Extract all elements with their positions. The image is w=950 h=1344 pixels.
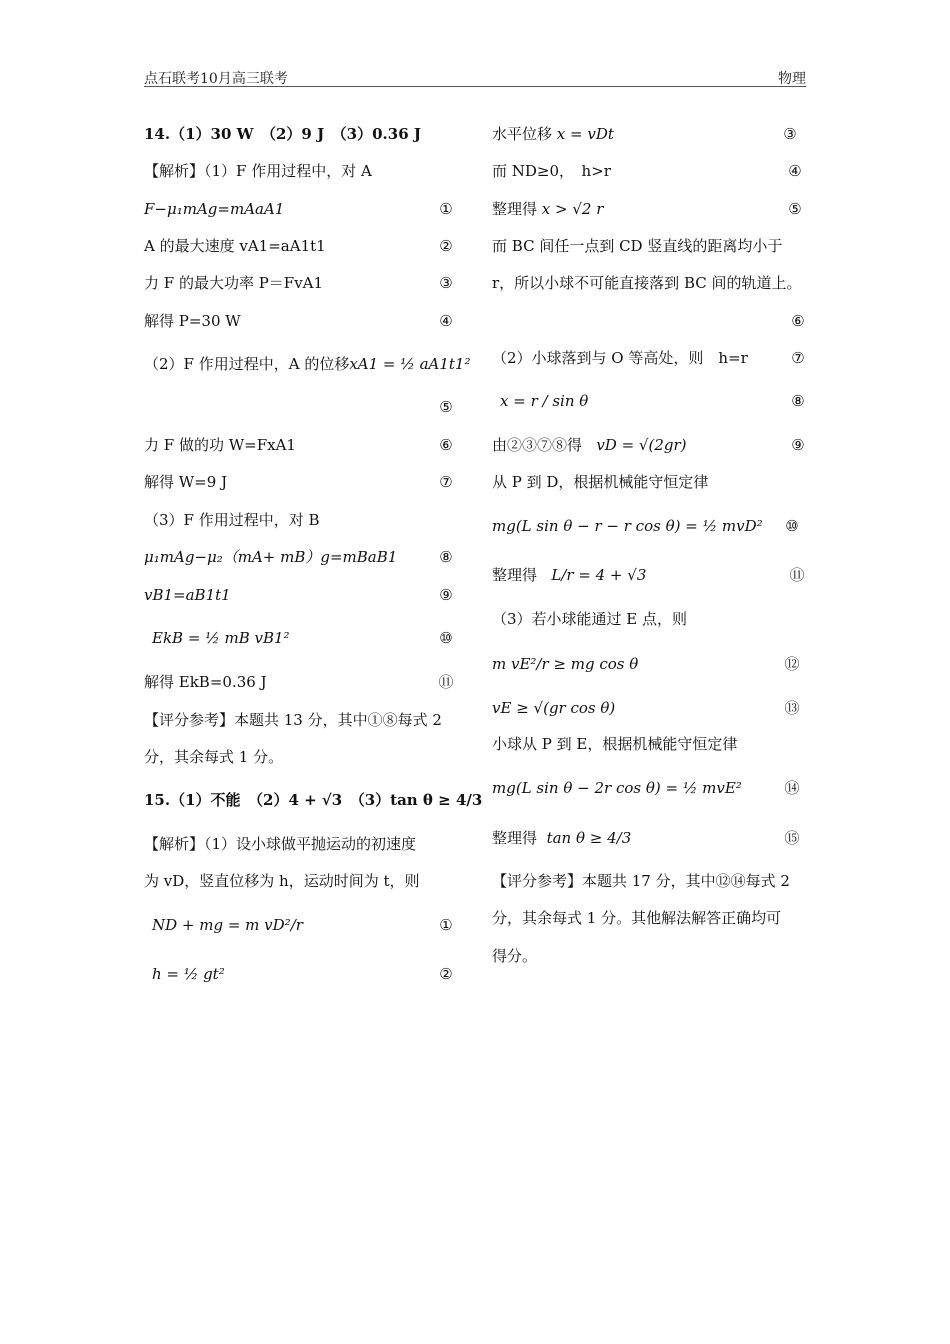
q15-r3-math: x > √2 r: [541, 200, 604, 218]
q14-score-a: 【评分参考】本题共 13 分，其中①⑧每式 2: [144, 711, 442, 729]
eq-number: ⑦: [791, 349, 805, 367]
q14-eq5: [144, 354, 470, 374]
eq-number: ②: [439, 237, 453, 255]
eq-number: ④: [439, 312, 453, 330]
eq-number: ①: [439, 200, 453, 218]
eq-number: ⑥: [791, 312, 805, 330]
q15-r7-math: vD = √(2gr): [596, 436, 687, 454]
q15-r7-text: 由②③⑦⑧得: [492, 436, 583, 454]
eq-number: ⑨: [791, 436, 805, 454]
eq-number: ⑩: [439, 629, 453, 647]
q15-r10-math: L/r = 4 + √3: [551, 566, 647, 584]
q15-r3: [492, 199, 603, 219]
q15-title: 15.（1）不能 （2）4 + √3 （3）tan θ ≥ 4/3: [144, 791, 483, 809]
eq-number: ⑦: [439, 473, 453, 491]
header-left: 点石联考10月高三联考: [144, 71, 288, 87]
q15-r1-math: x = vDt: [556, 125, 614, 143]
eq-number: ⑥: [439, 436, 453, 454]
q15-r3-text: 整理得: [492, 200, 538, 218]
q15-analysis-a: 【解析】（1）设小球做平抛运动的初速度: [144, 835, 417, 853]
q15-r15: mg(L sin θ − 2r cos θ) = ½ mvE²: [492, 779, 742, 797]
q15-r4a: 而 BC 间任一点到 CD 竖直线的距离均小于: [492, 237, 783, 255]
q15-r8: 从 P 到 D，根据机械能守恒定律: [492, 473, 709, 491]
eq-number: ⑤: [439, 398, 453, 416]
q14-eq9: vB1=aB1t1: [144, 586, 231, 604]
eq-number: ⑬: [784, 699, 800, 717]
q15-r9: mg(L sin θ − r − r cos θ) = ½ mvD²: [492, 517, 763, 535]
q14-eq8: μ₁mAg−μ₂（mA+ mB）g=mBaB1: [144, 548, 398, 566]
q14-eq11: 解得 EkB=0.36 J: [144, 673, 267, 691]
eq-number: ②: [439, 965, 453, 983]
q15-r4b: r，所以小球不可能直接落到 BC 间的轨道上。: [492, 274, 802, 292]
q15-r12: m vE²/r ≥ mg cos θ: [492, 655, 639, 673]
q14-score-b: 分，其余每式 1 分。: [144, 748, 284, 766]
q15-r10: [492, 565, 646, 585]
eq-number: ⑪: [789, 566, 805, 584]
q15-analysis-b: 为 vD，竖直位移为 h，运动时间为 t，则: [144, 872, 420, 890]
eq-number: ③: [783, 125, 797, 143]
q15-r11: （3）若小球能通过 E 点，则: [492, 610, 688, 628]
q14-eq6: 力 F 做的功 W=FxA1: [144, 436, 296, 454]
q15-r16-text: 整理得: [492, 829, 538, 847]
q14-eq5-math: xA1 = ½ aA1t1²: [349, 355, 471, 373]
eq-number: ⑤: [788, 200, 802, 218]
q14-title: 14.（1）30 W （2）9 J （3）0.36 J: [144, 125, 421, 143]
q15-r7: [492, 435, 687, 455]
eq-number: ⑮: [784, 829, 800, 847]
q15-r16-math: tan θ ≥ 4/3: [546, 829, 632, 847]
q14-part3: （3）F 作用过程中，对 B: [144, 511, 320, 529]
q15-r6: x = r / sin θ: [500, 392, 589, 410]
eq-number: ⑭: [784, 779, 800, 797]
q14-eq3: 力 F 的最大功率 P＝FvA1: [144, 274, 324, 292]
q15-r10-text: 整理得: [492, 566, 538, 584]
eq-number: ⑩: [785, 517, 799, 535]
q14-eq5-text: （2）F 作用过程中，A 的位移: [144, 355, 350, 373]
q15-r16: [492, 828, 631, 848]
q15-r1-text: 水平位移: [492, 125, 553, 143]
q15-eq2: h = ½ gt²: [152, 965, 225, 983]
q15-r13: vE ≥ √(gr cos θ): [492, 699, 616, 717]
q15-score-a: 【评分参考】本题共 17 分，其中⑫⑭每式 2: [492, 872, 790, 890]
q14-eq1: F−μ₁mAg=mAaA1: [144, 200, 285, 218]
q14-eq4: 解得 P=30 W: [144, 312, 241, 330]
q15-r1: [492, 124, 614, 144]
q15-score-b: 分，其余每式 1 分。其他解法解答正确均可: [492, 909, 782, 927]
q15-eq1: ND + mg = m vD²/r: [152, 916, 303, 934]
q14-eq10: EkB = ½ mB vB1²: [152, 629, 290, 647]
q15-score-c: 得分。: [492, 947, 538, 965]
q14-analysis-intro: 【解析】（1）F 作用过程中，对 A: [144, 162, 372, 180]
q15-r2: 而 ND≥0， h>r: [492, 162, 611, 180]
header-rule: [144, 86, 806, 87]
eq-number: ④: [788, 162, 802, 180]
eq-number: ⑧: [791, 392, 805, 410]
q14-eq7: 解得 W=9 J: [144, 473, 228, 491]
eq-number: ⑫: [784, 655, 800, 673]
header-right: 物理: [778, 71, 806, 87]
eq-number: ⑧: [439, 548, 453, 566]
eq-number: ⑨: [439, 586, 453, 604]
q15-r5: （2）小球落到与 O 等高处，则 h=r: [492, 349, 748, 367]
eq-number: ⑪: [438, 673, 454, 691]
q14-eq2: A 的最大速度 vA1=aA1t1: [144, 237, 326, 255]
q15-r14: 小球从 P 到 E，根据机械能守恒定律: [492, 735, 738, 753]
eq-number: ③: [439, 274, 453, 292]
eq-number: ①: [439, 916, 453, 934]
